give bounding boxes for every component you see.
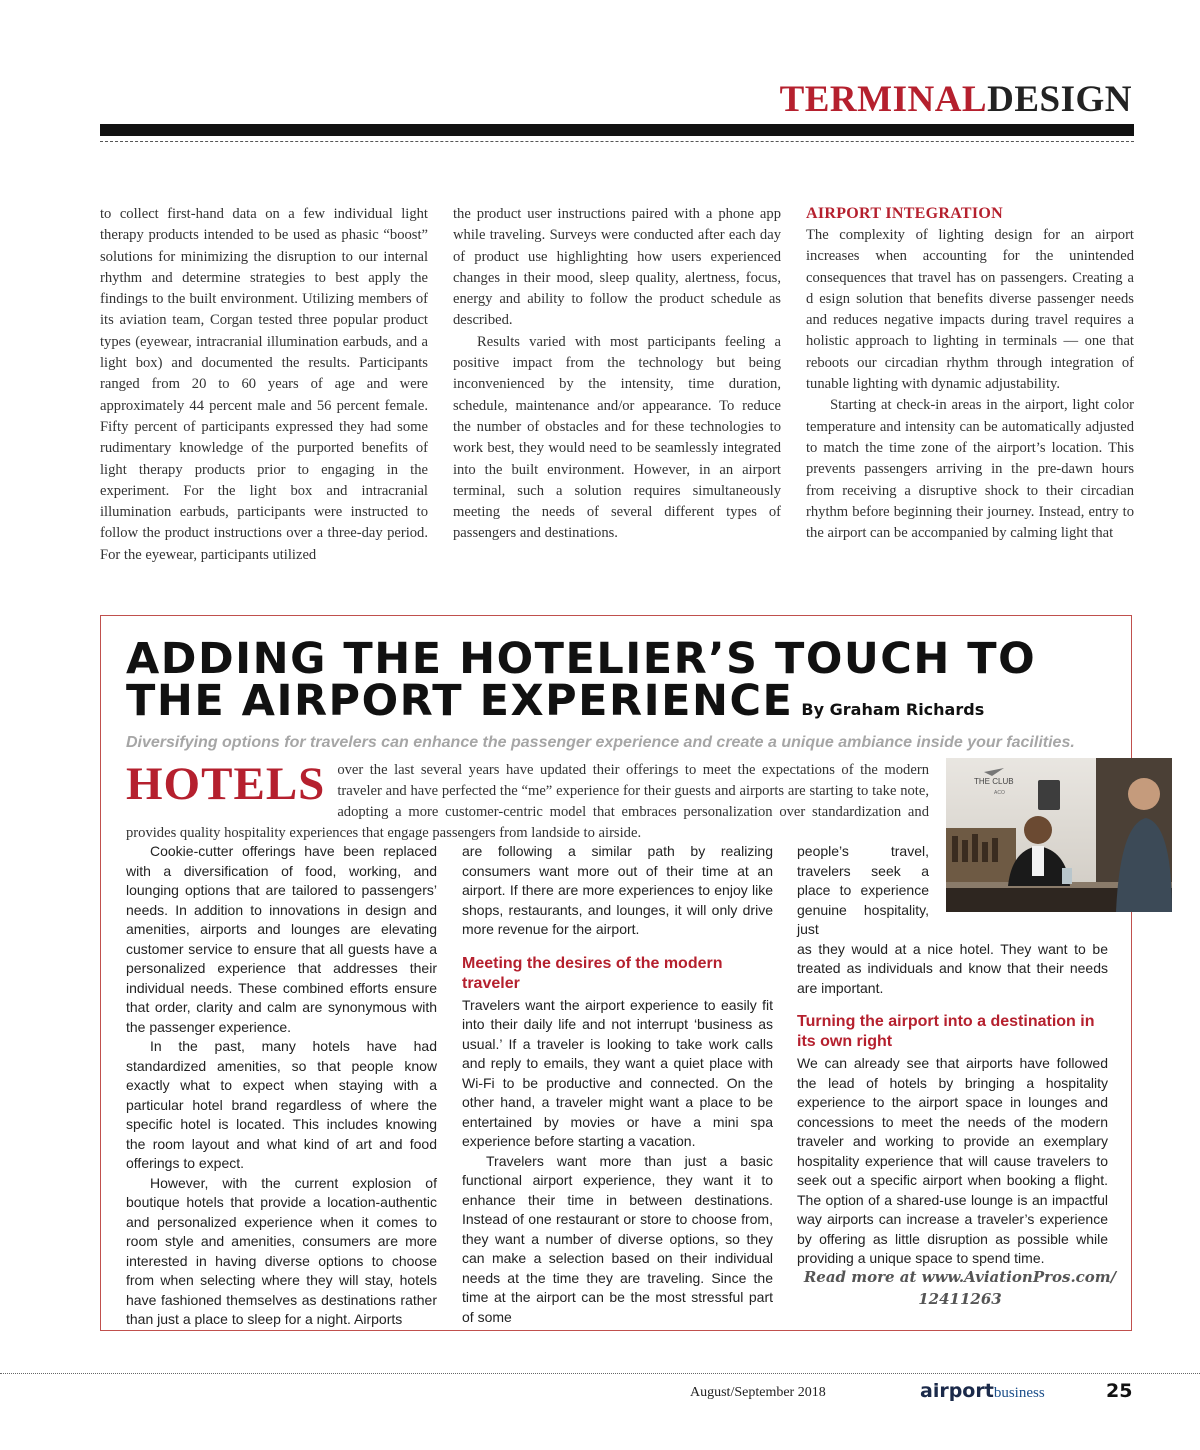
top-article-col3-para-2: Starting at check-in areas in the airport, light color temperature and intensity can be automatically adjusted to match the time zone of the airport’s location. This prevents passengers arriving in the pre-dawn hours from receiving a disruptive shock to their circadian rhythm before beginning their journey. Instead, entry to the airport can be accompanied by calming light that [806,397,1134,542]
destination-heading: Turning the airport into a destination in its own right [797,1013,1095,1050]
feature-col2-para-2: Travelers want the airport experience to easily fit into their daily life and not interrupt ‘business as usual.’ If a traveler is looking to take work calls and reply to emails, they want a quiet place with Wi-Fi to be productive and connected. On the other hand, a traveler might want a place to be entertained by movies or have a mini spa experience before starting a vacation. [462,996,773,1149]
top-article-col3-para-1: The complexity of lighting design for an airport increases when accounting for the unintended consequences that travel has on passengers. Creating a d esign solution that benefits diverse passenger needs and reduces negative impacts during travel requires a holistic approach to lighting in terminals — one that reboots our circadian rhythm through integration of tunable lighting with dynamic adjustability. [806,227,1134,393]
feature-col2-para-1: are following a similar path by realizing consumers want more out of their time at an airport. If there are more experiences to enjoy like shops, restaurants, and lounges, it will only drive more revenue for the airport. [462,843,773,937]
page-number: 25 [1106,1380,1133,1402]
read-more-link[interactable]: Read more at www.AviationPros.com/ 12411263 [803,1268,1117,1308]
section-title-dark: DESIGN [987,79,1132,120]
logo-bold: airport [920,1380,994,1402]
feature-headline [126,634,1126,731]
feature-col3-para-1a: people’s travel, travelers seek a place to experience genuine hospitality, just [797,843,929,937]
feature-col3-para-1b: as they would at a nice hotel. They want to be treated as individuals and know that their needs are important. [797,940,1108,996]
feature-headline-text: ADDING THE HOTELIER’S TOUCH TO THE AIRPORT EXPERIENCE [126,634,1037,726]
feature-column-3 [797,842,1108,1269]
top-article-col1-text: to collect first-hand data on a few individual light therapy products intended to be used as phasic “boost” solutions for minimizing the disruption to our internal rhythm and determine strategies to best apply the findings to the built environment. Utilizing members of its aviation team, Corgan tested three popular product types (eyewear, intracranial illumination earbuds, and a light box) and documented the results. Participants ranged from 20 to 60 years of age and were approximately 44 percent male and 56 percent female. Fifty percent of participants expressed they had some rudimentary knowledge of the purported benefits of light therapy products prior to engaging in the experiment. For the light box and intracranial illumination earbuds, participants were instructed to follow the product instructions over a three-day period. For the eyewear, participants utilized [100,206,428,563]
feature-column-2 [462,842,773,1327]
photo-sign-text: THE CLUB [974,777,1014,786]
top-article-col2-para-1: the product user instructions paired with a phone app while traveling. Surveys were conducted after each day of product use highlighting how users experienced changes in their mood, sleep quality, alertness, focus, energy and ability to follow the product schedule as described. [453,206,781,329]
top-article-column-1 [100,204,428,566]
drop-word-hotels: HOTELS [126,758,326,810]
top-article-column-3 [806,204,1134,544]
feature-col3-para-2: We can already see that airports have followed the lead of hotels by bringing a hospitality experience to the airport space in lounges and concessions to meet the needs of the modern traveler and working to provide an exemplary hospitality experience that will cause travelers to seek out a specific airport when booking a flight. The option of a shared-use lounge is an impactful way airports can increase a traveler’s experience by offering as little disruption as possible while providing a unique space to spend time. [797,1055,1108,1266]
meeting-desires-heading: Meeting the desires of the modern traveler [462,954,723,992]
magazine-logo [920,1380,1045,1402]
section-title [780,78,1132,121]
feature-lead-paragraph [126,760,929,844]
feature-lead-text: over the last several years have updated their offerings to meet the expectations of the modern traveler and have perfected the “me” experience for their guests and airports are starting to take note, adopting a more customer-centric model that embraces personalization over standardization and provides quality hospitality experiences that engage passengers from landside to airside. [126,762,929,841]
feature-col1-para-2: In the past, many hotels have had standardized amenities, so that people know exactly what to expect when staying with a particular hotel brand regardless of where the specific hotel is located. This includes knowing the room layout and what kind of art and food offerings to expect. [126,1038,437,1171]
issue-date: August/September 2018 [690,1385,826,1400]
feature-col2-para-3: Travelers want more than just a basic functional airport experience, they want it to enhance their time in between destinations. Instead of one restaurant or store to choose from, they want a number of diverse options, so they can make a selection based on their individual needs at the time they are traveling. Since the time at the airport can be the most stressful part of some [462,1152,773,1325]
top-article-column-2 [453,204,781,545]
feature-col1-para-1: Cookie-cutter offerings have been replaced with a diversification of food, working, and lounging options that are tailored to passengers’ needs. In addition to innovations in design and amenities, airports and lounges are elevating customer service to ensure that all guests have a personalized experience that addresses their individual needs. These combined efforts ensure that order, clarity and calm are synonymous with the passenger experience. [126,843,437,1035]
feature-column-1 [126,842,437,1330]
footer-dotted-rule [0,1373,1200,1374]
header-rule [100,124,1134,136]
feature-col1-para-3: However, with the current explosion of boutique hotels that provide a location-authentic and personalized experience when it comes to room style and amenities, consumers are more interested in having diverse options to choose from when selecting where they will stay, hotels have fashioned themselves as destinations rather than just a place to sleep for a night. Airports [126,1174,437,1327]
feature-deck: Diversifying options for travelers can enhance the passenger experience and create a unique ambiance inside your facilities. [126,734,1075,751]
section-title-red: TERMINAL [779,79,988,120]
feature-byline: By Graham Richards [801,700,985,719]
header-dashed-rule [100,141,1134,142]
airport-integration-heading: AIRPORT INTEGRATION [806,205,1004,222]
top-article-col2-para-2: Results varied with most participants feeling a positive impact from the technology but being inconvenienced by the intensity, time duration, schedule, maintenance and/or appearance. To reduce the number of obstacles and for these technologies to work best, they would need to be seamlessly integrated into the built environment. However, in an airport terminal, such a solution requires simultaneously meeting the needs of several different types of passengers and destinations. [453,333,781,542]
photo-sign-sub: ACO [994,790,1005,796]
logo-light: business [993,1385,1045,1401]
